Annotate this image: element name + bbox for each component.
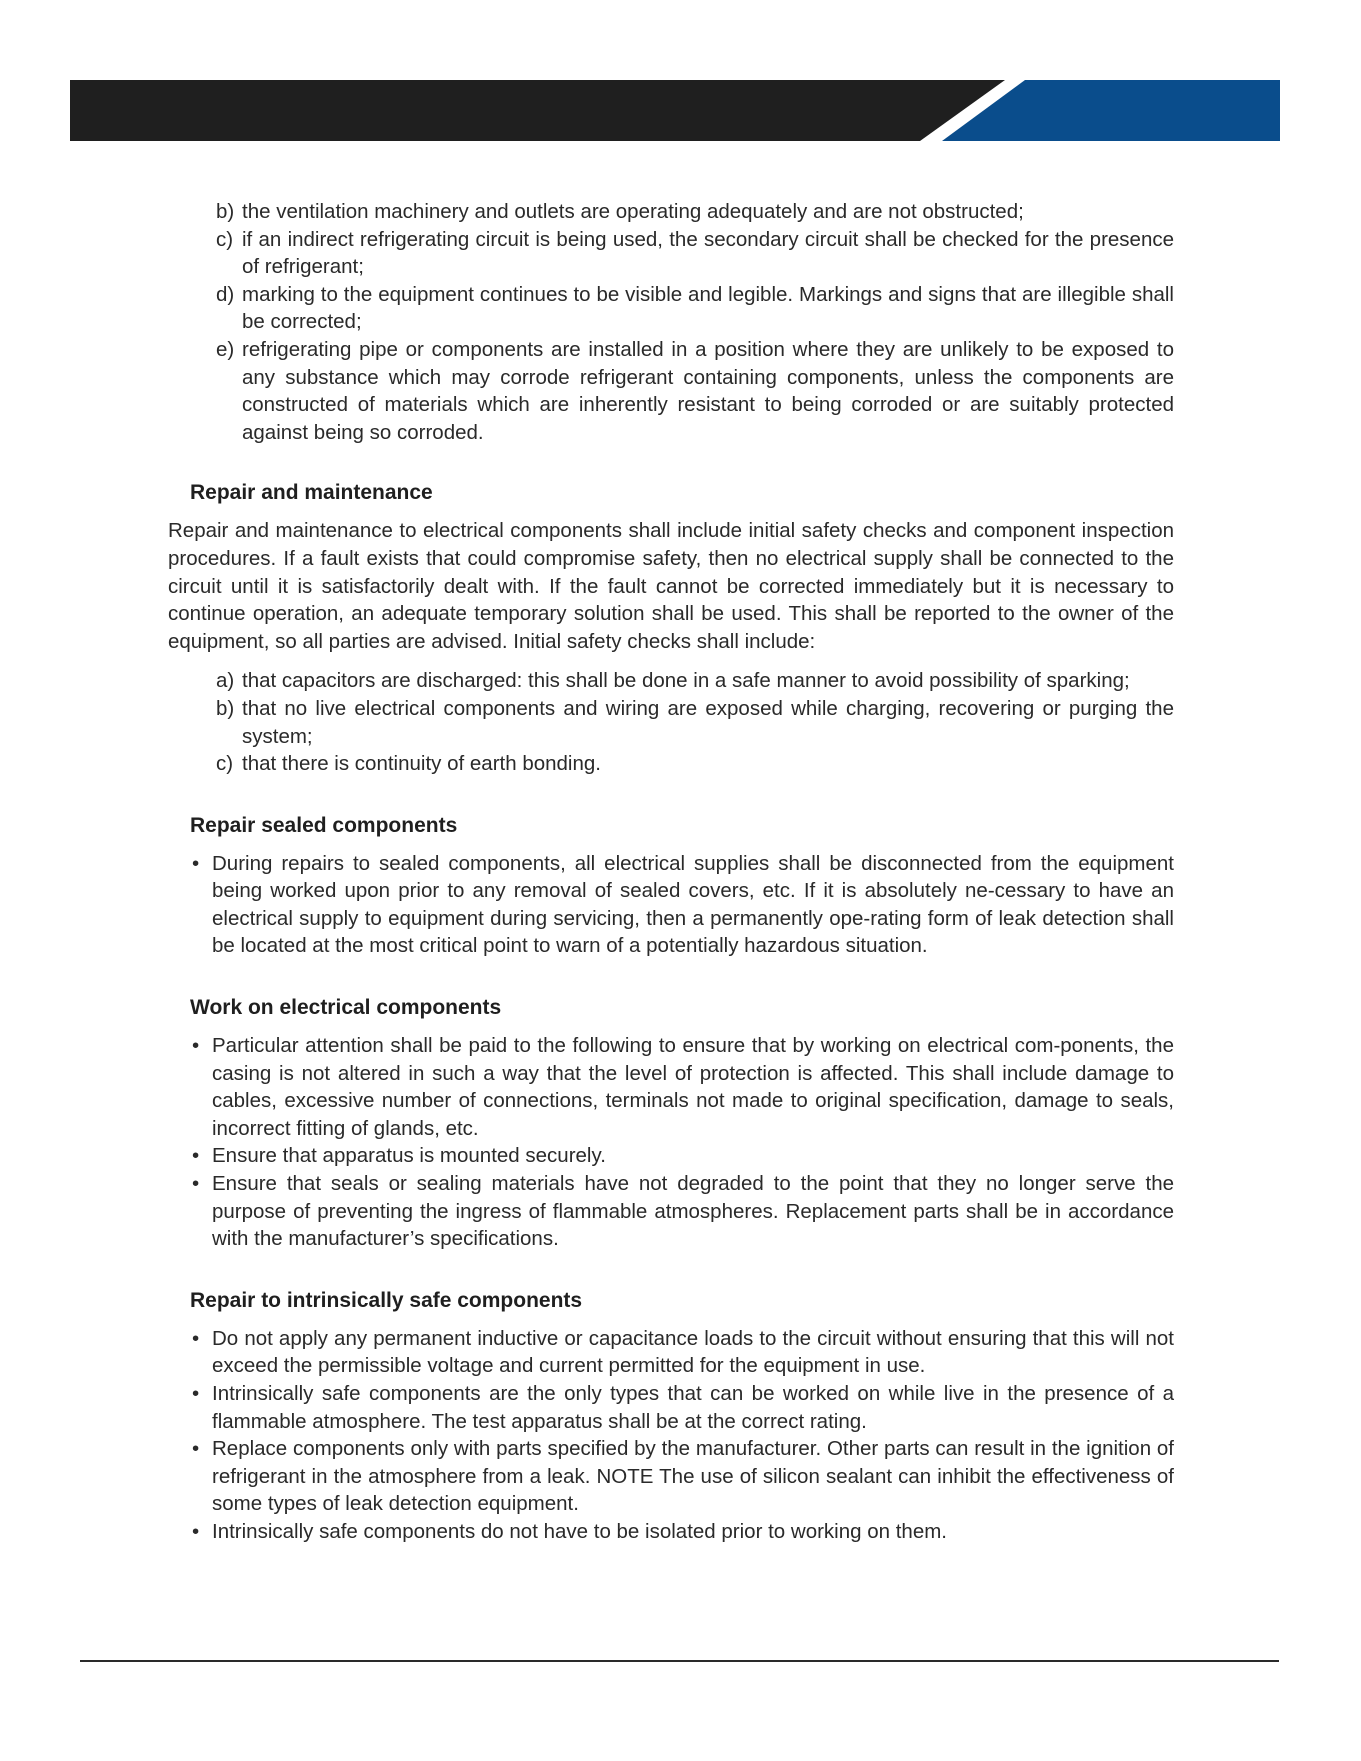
- bullet-text: During repairs to sealed components, all electrical supplies shall be disconnected from the equipment being worked upon prior to any removal of sealed covers, etc. If it is absolutely ne-cessary to have an electrical supply to equipment during servicing, then a permanently ope-rating form of leak detection shall be located at the most critical point to warn of a potentially hazardous situation.: [212, 851, 1174, 958]
- list-item: [190, 281, 1174, 336]
- bullet-text: Ensure that seals or sealing materials have not degraded to the point that they no longer serve the purpose of preventing the ingress of flammable atmospheres. Replacement parts shall be in accordance with the manufacturer’s specifications.: [212, 1172, 1174, 1251]
- list-marker: e): [216, 337, 235, 361]
- bullet-text: Ensure that apparatus is mounted securely.: [212, 1144, 606, 1168]
- bullet-icon: •: [192, 851, 200, 875]
- bullet-item: [190, 1380, 1174, 1435]
- list-item-text: if an indirect refrigerating circuit is being used, the secondary circuit shall be checked for the presence of refrigerant;: [242, 227, 1174, 279]
- bullet-text: Intrinsically safe components are the only types that can be worked on while live in the presence of a flammable atmosphere. The test apparatus shall be at the correct rating.: [212, 1382, 1174, 1433]
- list-item-text: marking to the equipment continues to be visible and legible. Markings and signs that are illegible shall be corrected;: [242, 282, 1174, 334]
- bullet-item: [190, 1435, 1174, 1518]
- intrinsically-safe-list: [190, 1325, 1174, 1546]
- list-marker: c): [216, 227, 234, 251]
- bullet-text: Intrinsically safe components do not have to be isolated prior to working on them.: [212, 1519, 947, 1543]
- bullet-icon: •: [192, 1326, 200, 1350]
- list-item-text: refrigerating pipe or components are installed in a position where they are unlikely to be exposed to any substance which may corrode refrigerant containing components, unless the components are constructed of materials which are inherently resistant to being corroded or are suitably protected against being so corroded.: [242, 337, 1174, 444]
- list-marker: b): [216, 696, 235, 720]
- work-electrical-list: [190, 1032, 1174, 1253]
- section-title-work-electrical: Work on electrical components: [190, 996, 502, 1020]
- document-body: [168, 198, 1174, 1546]
- list-item: [190, 198, 1174, 226]
- header-blue-bar: [942, 80, 1280, 141]
- bullet-item: [190, 1325, 1174, 1380]
- list-item-text: that there is continuity of earth bonding.: [242, 752, 601, 776]
- bullet-icon: •: [192, 1519, 200, 1543]
- header-graphic: [70, 80, 1280, 141]
- list-item: [190, 667, 1174, 695]
- section-title-repair-maintenance: Repair and maintenance: [190, 481, 433, 505]
- intro-list: [190, 198, 1174, 446]
- header-band: [70, 80, 1280, 141]
- bullet-icon: •: [192, 1172, 200, 1196]
- bullet-item: [190, 1518, 1174, 1546]
- bullet-item: [190, 1170, 1174, 1253]
- section-title-repair-sealed: Repair sealed components: [190, 813, 458, 837]
- bullet-icon: •: [192, 1382, 200, 1405]
- repair-sealed-list: [190, 850, 1174, 960]
- bullet-text: Replace components only with parts specified by the manufacturer. Other parts can result in the ignition of refrigerant in the atmosphere from a leak. NOTE The use of silicon sealant can inhibit the effectiveness of some types of leak detection equipment.: [212, 1437, 1174, 1516]
- list-item-text: that capacitors are discharged: this shall be done in a safe manner to avoid possibility of sparking;: [242, 669, 1130, 693]
- bullet-icon: •: [192, 1034, 200, 1058]
- list-item-text: that no live electrical components and wiring are exposed while charging, recovering or purging the system;: [242, 696, 1174, 748]
- list-item: [190, 750, 1174, 778]
- bullet-icon: •: [192, 1144, 200, 1168]
- repair-maintenance-paragraph: Repair and maintenance to electrical components shall include initial safety checks and component inspection procedures. If a fault exists that could compromise safety, then no electrical supply shall be connected to the circuit until it is satisfactorily dealt with. If the fault cannot be corrected immediately but it is necessary to continue operation, an adequate temporary solution shall be used. This shall be reported to the owner of the equipment, so all parties are advised. Initial safety checks shall include:: [168, 519, 1174, 653]
- bullet-text: Do not apply any permanent inductive or capacitance loads to the circuit without ensuring that this will not exceed the permissible voltage and current permitted for the equipment in use.: [212, 1326, 1174, 1378]
- list-item: [190, 226, 1174, 281]
- bullet-item: [190, 850, 1174, 960]
- list-marker: c): [216, 752, 234, 776]
- list-item: [190, 336, 1174, 446]
- header-dark-bar: [70, 80, 1005, 141]
- bullet-text: Particular attention shall be paid to the following to ensure that by working on electrical com-ponents, the casing is not altered in such a way that the level of protection is affected. This shall include damage to cables, excessive number of connections, terminals not made to original specification, damage to seals, incorrect fitting of glands, etc.: [212, 1034, 1174, 1140]
- bullet-item: [190, 1032, 1174, 1142]
- list-marker: b): [216, 200, 235, 223]
- bullet-item: [190, 1142, 1174, 1170]
- safety-checks-list: [190, 667, 1174, 777]
- section-title-intrinsically-safe: Repair to intrinsically safe components: [190, 1288, 583, 1312]
- list-item-text: the ventilation machinery and outlets are operating adequately and are not obstructed;: [242, 200, 1024, 223]
- bullet-icon: •: [192, 1437, 200, 1461]
- list-item: [190, 695, 1174, 750]
- list-marker: d): [216, 282, 235, 306]
- footer-rule: [80, 1660, 1279, 1662]
- list-marker: a): [216, 669, 235, 693]
